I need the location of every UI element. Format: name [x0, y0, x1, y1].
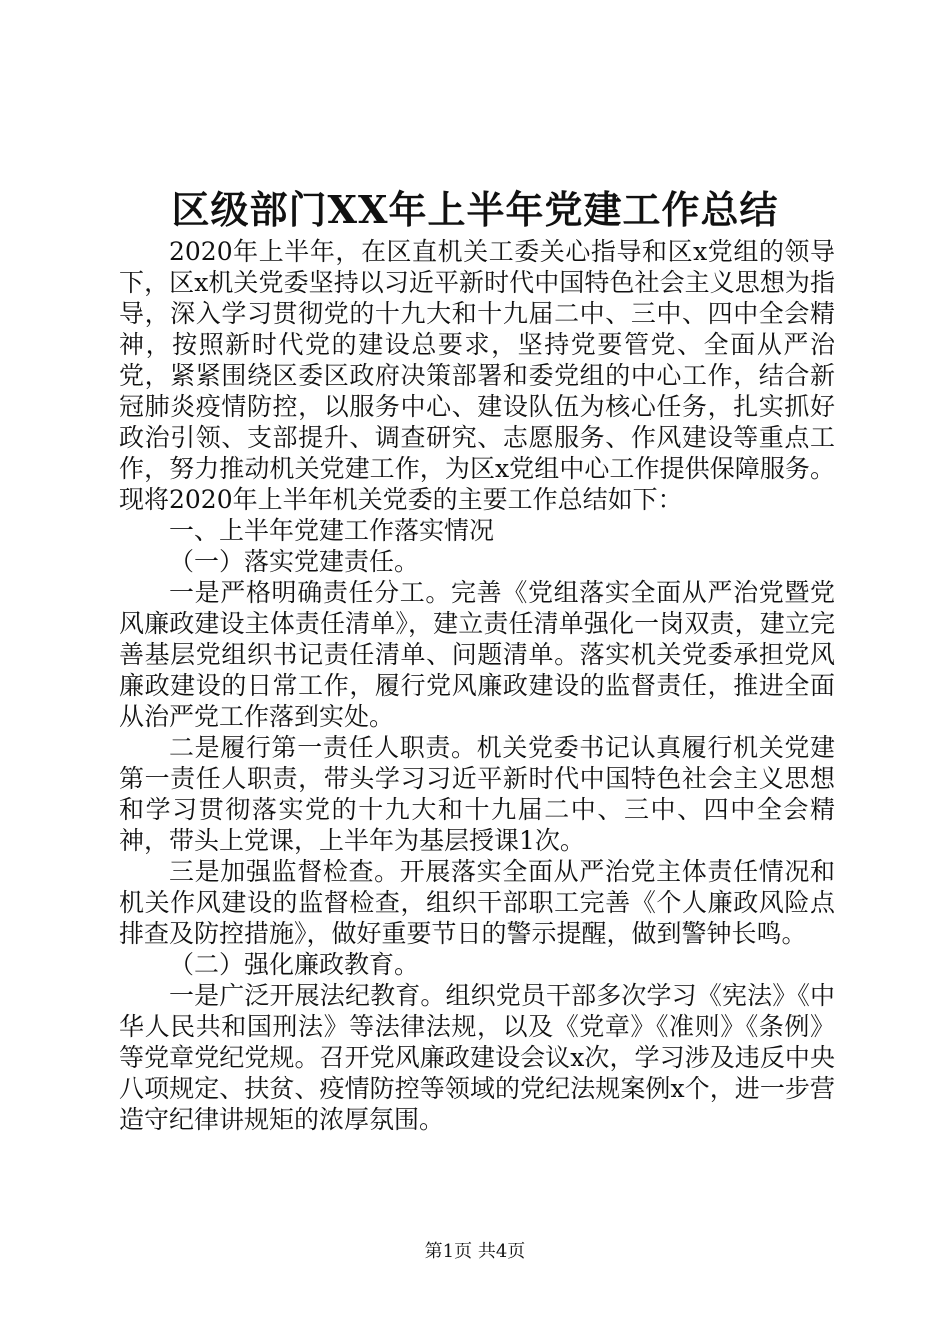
subsection-heading: （二）强化廉政教育。: [169, 950, 420, 979]
document-title: 区级部门XX年上半年党建工作总结: [171, 187, 779, 232]
subsection-heading: （一）落实党建责任。: [169, 547, 420, 576]
page-footer: 第1页 共4页: [424, 1241, 526, 1262]
paragraph: 二是履行第一责任人职责。机关党委书记认真履行机关党建第一责任人职责，带头学习习近平新时代中国特色社会主义思想和学习贯彻落实党的十九大和十九届二中、三中、四中全会精神，带头上党课，上半年为基层授课1次。: [119, 733, 835, 855]
paragraph: 一是严格明确责任分工。完善《党组落实全面从严治党暨党风廉政建设主体责任清单》，建立责任清单强化一岗双责，建立完善基层党组织书记责任清单、问题清单。落实机关党委承担党风廉政建设的日常工作，履行党风廉政建设的监督责任，推进全面从治严党工作落到实处。: [119, 578, 835, 731]
document-body: [119, 236, 835, 1135]
section-heading: 一、上半年党建工作落实情况: [169, 516, 495, 545]
paragraph: 一是广泛开展法纪教育。组织党员干部多次学习《宪法》《中华人民共和国刑法》等法律法规，以及《党章》《准则》《条例》等党章党纪党规。召开党风廉政建设会议x次，学习涉及违反中央八项规定、扶贫、疫情防控等领域的党纪法规案例x个，进一步营造守纪律讲规矩的浓厚氛围。: [119, 981, 835, 1134]
paragraph: 三是加强监督检查。开展落实全面从严治党主体责任情况和机关作风建设的监督检查，组织干部职工完善《个人廉政风险点排查及防控措施》，做好重要节日的警示提醒，做到警钟长鸣。: [119, 857, 835, 948]
paragraph-intro: 2020年上半年，在区直机关工委关心指导和区x党组的领导下，区x机关党委坚持以习近平新时代中国特色社会主义思想为指导，深入学习贯彻党的十九大和十九届二中、三中、四中全会精神，按照新时代党的建设总要求，坚持党要管党、全面从严治党，紧紧围绕区委区政府决策部署和委党组的中心工作，结合新冠肺炎疫情防控，以服务中心、建设队伍为核心任务，扎实抓好政治引领、支部提升、调查研究、志愿服务、作风建设等重点工作，努力推动机关党建工作，为区x党组中心工作提供保障服务。现将2020年上半年机关党委的主要工作总结如下：: [119, 237, 835, 514]
